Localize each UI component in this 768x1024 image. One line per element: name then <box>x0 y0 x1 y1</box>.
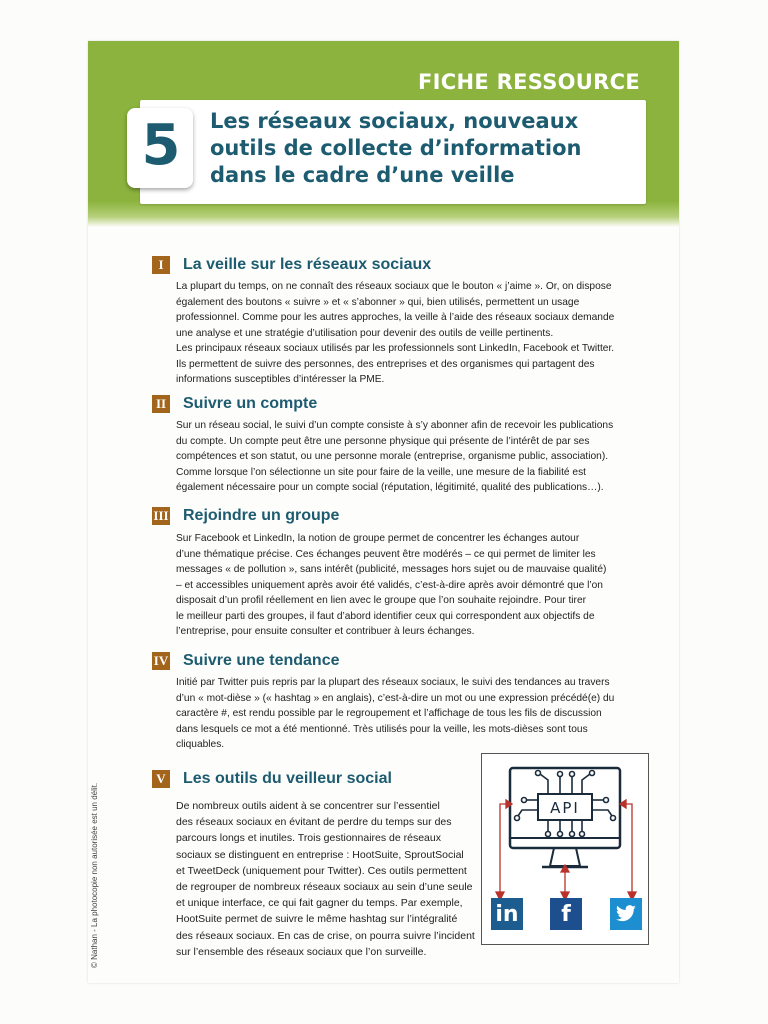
text-line: – et accessibles uniquement après avoir été validés, c’est-à-dire après avoir démontré que l’on <box>176 579 603 591</box>
page-title <box>210 108 610 189</box>
text-line: l’entreprise, pour ensuite consulter et contribuer à leurs échanges. <box>176 626 475 637</box>
text-line: une analyse et une stratégie d’utilisation pour devenir des outils de veille pertinents. <box>176 327 554 339</box>
section-title: La veille sur les réseaux sociaux <box>183 256 432 273</box>
text-line: d’une thématique précise. Ces échanges peuvent être modérés – ce qui permet de limiter les <box>176 548 596 560</box>
text-line: cliquables. <box>176 739 225 750</box>
title-line: dans le cadre d’une veille <box>210 163 515 187</box>
api-illustration <box>481 753 649 945</box>
section-title: Suivre une tendance <box>183 652 340 669</box>
text-line: HootSuite permet de suivre le même hashtag sur l’intégralité <box>176 913 458 926</box>
text-line: également nécessaire pour un compte social (réputation, légitimité, qualité des publications…). <box>176 482 604 493</box>
section-title: Rejoindre un groupe <box>183 507 340 524</box>
text-line: Initié par Twitter puis repris par la plupart des réseaux sociaux, le suivi des tendances au travers <box>176 677 610 688</box>
section-2-heading <box>152 395 317 413</box>
section-1-heading <box>152 256 431 274</box>
title-line: outils de collecte d’information <box>210 136 582 160</box>
text-line: caractère #, est rendu possible par le regroupement et l’affichage de tous les fils de discussion <box>176 708 602 719</box>
text-line: également des boutons « suivre » et « s’abonner » qui, bien utilisés, permettent un usage <box>176 296 580 308</box>
text-line: le meilleur parti des groupes, il faut d’abord identifier ceux qui correspondent aux objectifs de <box>176 610 595 622</box>
title-line: Les réseaux sociaux, nouveaux <box>210 109 579 133</box>
api-label: API <box>550 799 580 817</box>
sheet-number: 5 <box>141 113 181 178</box>
section-2-text <box>176 418 614 496</box>
section-numeral: II <box>152 395 170 413</box>
section-5-text <box>176 798 474 960</box>
text-line: Les principaux réseaux sociaux utilisés par les professionnels sont LinkedIn, Facebook et Twitter. <box>176 343 615 354</box>
header-gradient <box>88 201 679 227</box>
text-line: de regrouper de nombreux réseaux sociaux au sein d’une seule <box>176 881 473 894</box>
section-1-text <box>176 279 615 388</box>
section-3-heading <box>152 507 339 525</box>
text-line: De nombreux outils aident à se concentrer sur l’essentiel <box>176 800 440 812</box>
section-4-text <box>176 675 615 753</box>
section-title: Les outils du veilleur social <box>183 770 392 787</box>
text-line: Ils permettent de suivre des personnes, des entreprises et des organismes qui partagent des <box>176 358 595 370</box>
text-line: disposait d’un profil réellement en lien avec le groupe que l’on souhaite rejoindre. Pour tirer <box>176 595 587 606</box>
text-line: informations susceptibles d’intéresser la PME. <box>176 374 385 385</box>
twitter-icon <box>610 898 642 930</box>
text-line: messages « de pollution », sans intérêt (publicité, messages hors sujet ou de mauvaise qualité) <box>176 564 607 575</box>
text-line: sociaux se distinguent en entreprise : HootSuite, SproutSocial <box>176 848 464 861</box>
section-3-text <box>176 531 607 640</box>
text-line: des réseaux sociaux. En cas de crise, on pourra suivre l’incident <box>176 929 475 942</box>
text-line: et unique interface, ce qui fait gagner du temps. Par exemple, <box>176 897 463 910</box>
text-line: compétences et son statut, ou une personne morale (entreprise, organisme public, association). <box>176 451 609 462</box>
text-line: sur l’ensemble des réseaux sociaux que l’on surveille. <box>176 945 427 958</box>
section-4-heading <box>152 652 340 670</box>
text-line: Sur un réseau social, le suivi d’un compte consiste à s’y abonner afin de recevoir les publications <box>176 420 614 431</box>
linkedin-icon: in <box>491 898 523 930</box>
text-line: et TweetDeck (uniquement pour Twitter). Ces outils permettent <box>176 864 467 877</box>
text-line: des réseaux sociaux en évitant de perdre du temps sur des <box>176 816 452 829</box>
text-line: parcours longs et inutiles. Trois gestionnaires de réseaux <box>176 832 441 845</box>
facebook-icon: f <box>550 898 582 930</box>
twitter-bird-icon <box>615 905 637 923</box>
section-title: Suivre un compte <box>183 395 318 412</box>
section-numeral: V <box>152 770 170 788</box>
text-line: Comme lorsque l’on sélectionne un site pour faire de la veille, une mesure de la fiabilité est <box>176 466 586 478</box>
monitor-stand <box>550 848 580 866</box>
text-line: La plupart du temps, on ne connaît des réseaux sociaux que le bouton « j’aime ». Or, on dispose <box>176 281 612 292</box>
section-numeral: I <box>152 256 170 274</box>
text-line: professionnel. Comme pour les autres approches, la veille à l’aide des réseaux sociaux demande <box>176 312 615 323</box>
fiche-ressource-label: FICHE RESSOURCE <box>418 70 640 94</box>
text-line: dans lesquels ce mot a été mentionné. Très utilisés pour la veille, les mots-dièses sont tous <box>176 723 588 735</box>
text-line: d’un « mot-dièse » (« hashtag » en anglais), c’est-à-dire un mot ou une expression précédé(e) du <box>176 692 615 704</box>
section-numeral: III <box>153 508 169 523</box>
section-numeral: IV <box>153 653 169 668</box>
copyright-notice: © Nathan - La photocopie non autorisée est un délit. <box>90 782 99 968</box>
text-line: du compte. Un compte peut être une personne physique qui présente de l’intérêt de par ses <box>176 435 590 447</box>
section-5-heading <box>152 770 392 788</box>
text-line: Sur Facebook et LinkedIn, la notion de groupe permet de concentrer les échanges autour <box>176 533 580 544</box>
